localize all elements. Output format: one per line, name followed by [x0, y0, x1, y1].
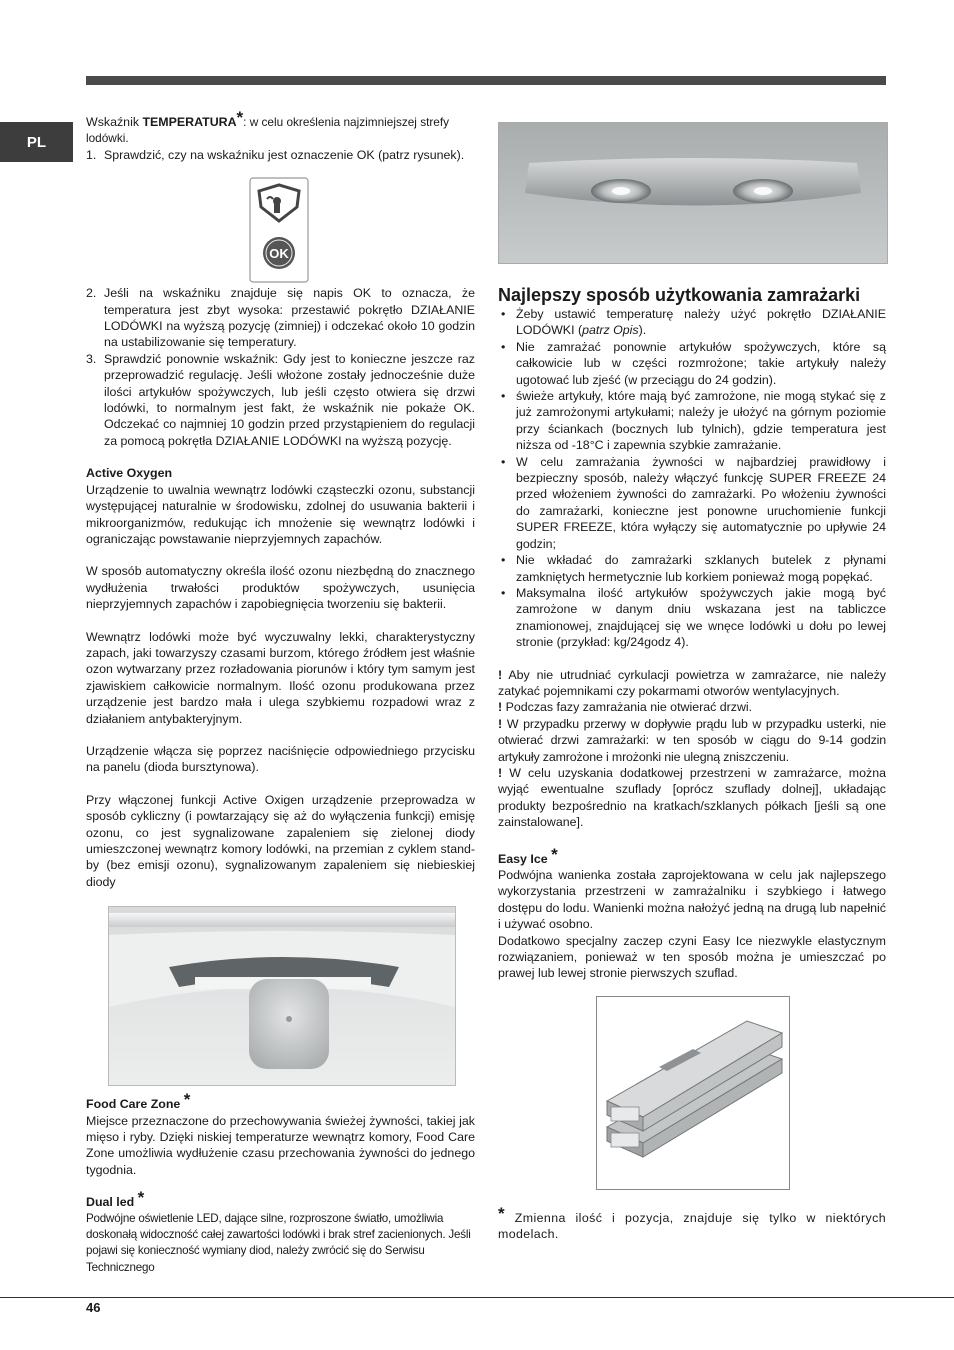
freezer-tip: • Maksymalna ilość artykułów spożywczych jakie mogą być zamrożone w danym dniu wskazana jest na tabliczce znamionowej, znajdującej się we wnęce lodówki u dołu po lewej stronie (przykład: kg/24godz 4).	[501, 585, 886, 650]
active-oxygen-p2: W sposób automatyczny określa ilość ozonu niezbędną do znacznego wydłużenia trwałości produktów spożywczych, usunięcia nieprzyjemnych zapachów i zapobiegnięcia tworzeniu się bakterii.	[86, 564, 475, 612]
active-oxygen-p4: Urządzenie włącza się poprzez naciśnięcie odpowiedniego przycisku na panelu (dioda bursztynowa).	[86, 743, 475, 775]
warning-4: ! W celu uzyskania dodatkowej przestrzeni w zamrażarce, można wyjąć ewentualne szuflady [oprócz szuflady dolnej], układając produkty bezpośrednio na kratkach/szklanych półkach [jeśli są one zainstalowane].	[498, 765, 886, 830]
footer-rule	[0, 1297, 954, 1298]
dual-led-heading: Dual led *	[86, 1188, 145, 1210]
page-number: 46	[86, 1300, 101, 1315]
warning-3: ! W przypadku przerwy w dopływie prądu lub w przypadku usterki, nie otwierać drzwi zamrażarki: w ten sposób w ciągu do 9-14 godzin artykuły zamrożone i mrożonki nie ulegną zniszczeniu.	[498, 716, 886, 764]
easy-ice-heading: Easy Ice *	[498, 844, 558, 866]
language-label: PL	[26, 133, 47, 151]
dual-led-text: Podwójne oświetlenie LED, dające silne, rozproszone światło, umożliwia doskonałą widoczność całej zawartości lodówki i brak stref zacienionych. Jeśli pojawi się konieczność wymiany diod, należy zwrócić się do Serwisu Technicznego	[86, 1211, 471, 1274]
freezer-tip: • Żeby ustawić temperaturę należy użyć pokrętło DZIAŁANIE LODÓWKI (patrz Opis).	[501, 307, 886, 338]
dual-led-illustration	[499, 123, 887, 263]
language-tab	[0, 122, 73, 162]
active-oxygen-p1: Urządzenie to uwalnia wewnątrz lodówki cząsteczki ozonu, substancji występującej naturalnie w środowisku, zdolnej do usuwania bakterii i mikroorganizmów, redukując ich mnożenie się wewnątrz lodówki i ograniczając powstawanie nieprzyjemnych zapachów.	[86, 482, 475, 546]
freezer-tip: • świeże artykuły, które mają być zamrożone, nie mogą stykać się z już zamrożonymi artykułami; należy je ułożyć na górnym poziomie przy ściankach (bocznych lub tylnich), gdzie temperatura jest niższa od -18°C i zapewnia szybkie zamrażanie.	[501, 389, 886, 453]
easy-ice-p2: Dodatkowo specjalny zaczep czyni Easy Ice niezwykle elastycznym rozwiązaniem, ponieważ w ten sposób można je umieszczać po prawej lub lewej stronie pierwszych szuflad.	[498, 933, 886, 981]
freezer-tip: • Nie zamrażać ponownie artykułów spożywczych, które są całkowicie lub w części rozmrożone; takie artykuły należy ugotować lub zjeść (w przeciągu do 24 godzin).	[501, 339, 886, 387]
active-oxygen-p3: Wewnątrz lodówki może być wyczuwalny lekki, charakterystyczny zapach, jaki towarzyszy czasami burzom, którego źródłem jest właśnie ozon wytwarzany przez rozładowania piorunów i który tym samym jest zjawiskiem całkowicie normalnym. Ilość ozonu produkowana przez urządzenie jest bardzo mała i ulega szybkiemu rozpadowi wraz z działaniem antybakteryjnym.	[86, 629, 475, 726]
active-oxygen-heading: Active Oxygen	[86, 466, 173, 481]
ok-mark: OK	[269, 246, 289, 262]
food-care-zone-text: Miejsce przeznaczone do przechowywania świeżej żywności, takiej jak mięso i ryby. Dzięki niskiej temperaturze wewnątrz komory, Food Care Zone umożliwia wydłużenie czasu przechowania żywności do jednego tygodnia.	[86, 1113, 475, 1177]
freezer-tip: • Nie wkładać do zamrażarki szklanych butelek z płynami zamkniętych hermetycznie lub korkiem ponieważ mogą popękać.	[501, 553, 886, 584]
freezer-tip: • W celu zamrażania żywności w najbardziej prawidłowy i bezpieczny sposób, należy włączyć funkcję SUPER FREEZE 24 przed włożeniem żywności do zamrażarki. Po włożeniu żywności do zamrażarki, konieczne jest ponowne uruchomienie funkcji SUPER FREEZE, która wyłączy się automatycznie po upływie 24 godzin;	[501, 454, 886, 551]
step-3: 3. Sprawdzić ponownie wskaźnik: Gdy jest to konieczne jeszcze raz przeprowadzić regulację. Jeśli włożone zostały jednocześnie duże ilości artykułów spożywczych, lub jeśli często otwiera się drzwi lodówki, to normalnym jest fakt, że wskaźnik nie pokaże OK. Odczekać co najmniej 10 godzin przed przystąpieniem do regulacji za pomocą pokrętła DZIAŁANIE LODÓWKI na wyższą pozycję.	[86, 351, 475, 448]
header-bar	[86, 76, 886, 85]
freezer-heading: Najlepszy sposób użytkowania zamrażarki	[498, 285, 861, 305]
warning-1: ! Aby nie utrudniać cyrkulacji powietrza w zamrażarce, nie należy zatykać pojemnikami czy pokarmami otworów wentylacyjnych.	[498, 667, 886, 698]
temperature-intro: Wskaźnik TEMPERATURA*: w celu określenia najzimniejszej strefy lodówki.	[86, 108, 450, 146]
food-care-zone-heading: Food Care Zone *	[86, 1090, 191, 1112]
active-oxygen-p5: Przy włączonej funkcji Active Oxigen urządzenie przeprowadza w sposób cykliczny (i powtarzający się aż do wyłączenia funkcji) emisję ozonu, co jest sygnalizowane zapaleniem się zielonej diody umieszczonej wewnątrz komory lodówki, na przemian z cyklem stand-by (bez emisji ozonu), sygnalizowanym zapaleniem się niebieskiej diody	[86, 792, 475, 889]
food-care-zone-image	[108, 906, 456, 1086]
left-column	[86, 108, 475, 1276]
right-column	[498, 122, 886, 1243]
indicator-icon	[249, 177, 309, 283]
step-2: 2. Jeśli na wskaźniku znajduje się napis OK to oznacza, że temperatura jest zbyt wysoka: przestawić pokrętło DZIAŁANIE LODÓWKI na wyższą pozycję (zimniej) i odczekać około 10 godzin na ustabilizowanie się temperatury.	[86, 286, 475, 350]
freezer-tips-list	[498, 306, 886, 651]
temperature-indicator-figure	[249, 177, 309, 283]
steps-list-b	[86, 285, 475, 449]
easy-ice-illustration	[597, 997, 789, 1189]
steps-list-a	[86, 147, 475, 163]
easy-ice-image	[596, 996, 790, 1190]
food-care-zone-illustration	[109, 907, 455, 1085]
warning-2: ! Podczas fazy zamrażania nie otwierać drzwi.	[498, 700, 753, 715]
footnote: * Zmienna ilość i pozycja, znajduje się tylko w niektórych modelach.	[498, 1203, 886, 1242]
dual-led-image	[498, 122, 888, 264]
easy-ice-p1: Podwójna wanienka została zaprojektowana w celu jak najlepszego wykorzystania przestrzeni w zamrażalniku i szybkiego i łatwego dostępu do lodu. Wanienki można nałożyć jedną na drugą lub napełnić i używać osobno.	[498, 868, 886, 932]
step-1: 1. Sprawdzić, czy na wskaźniku jest oznaczenie OK (patrz rysunek).	[86, 147, 465, 162]
